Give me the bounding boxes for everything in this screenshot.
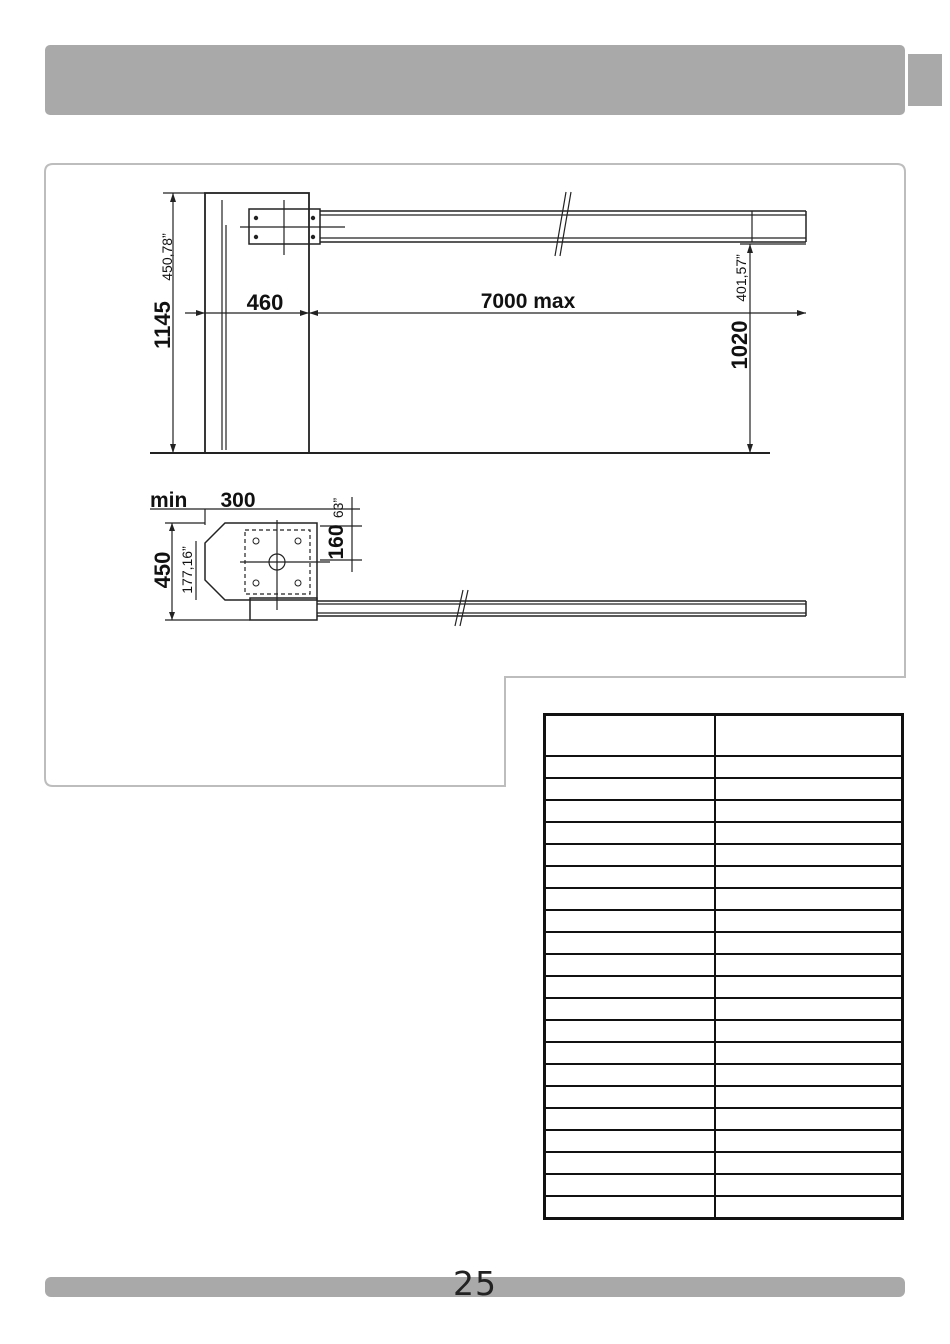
table-row <box>545 1152 903 1174</box>
table-cell <box>715 910 903 932</box>
table-row <box>545 1130 903 1152</box>
table-cell <box>545 756 716 778</box>
table-row <box>545 866 903 888</box>
dim-cabinet-width: 460 <box>246 290 284 315</box>
table-cell <box>715 866 903 888</box>
table-cell <box>715 822 903 844</box>
table-cell <box>545 800 716 822</box>
table-cell <box>715 1196 903 1219</box>
table-cell <box>715 998 903 1020</box>
table-cell <box>715 932 903 954</box>
table-cell <box>715 800 903 822</box>
table-row <box>545 1064 903 1086</box>
dim-boom-height-inch: 401,57” <box>733 254 749 302</box>
dim-depth-inch: 177,16” <box>179 546 195 594</box>
table-cell <box>545 1042 716 1064</box>
table-cell <box>715 1064 903 1086</box>
table-row <box>545 888 903 910</box>
table-cell <box>545 1130 716 1152</box>
dim-plate-inch: 63” <box>330 497 346 519</box>
table-row <box>545 800 903 822</box>
table-row <box>545 998 903 1020</box>
table-cell <box>715 756 903 778</box>
dim-boom-length: 7000 max <box>480 290 576 313</box>
table-cell <box>545 998 716 1020</box>
table-row <box>545 756 903 778</box>
table-row <box>545 778 903 800</box>
table-row <box>545 844 903 866</box>
table-row <box>545 1108 903 1130</box>
table-row <box>545 910 903 932</box>
table-cell <box>715 1152 903 1174</box>
table-cell <box>545 1108 716 1130</box>
table-cell <box>715 1108 903 1130</box>
table-cell <box>545 866 716 888</box>
table-row <box>545 1196 903 1219</box>
dim-min-label: min <box>150 489 188 512</box>
table-cell <box>715 888 903 910</box>
table-cell <box>545 954 716 976</box>
table-cell <box>545 778 716 800</box>
table-cell <box>545 844 716 866</box>
table-cell <box>545 822 716 844</box>
table-cell <box>545 932 716 954</box>
spec-table <box>543 713 904 1220</box>
page-number: 25 <box>453 1264 497 1303</box>
dim-clearance: 300 <box>220 489 256 512</box>
dim-plate: 160 <box>325 524 348 560</box>
table-cell <box>715 1042 903 1064</box>
table-cell <box>715 1086 903 1108</box>
table-cell <box>715 778 903 800</box>
table-header-row <box>545 715 903 757</box>
table-row <box>545 1020 903 1042</box>
table-cell <box>545 1086 716 1108</box>
table-cell <box>545 1196 716 1219</box>
table-cell <box>545 1020 716 1042</box>
table-row <box>545 932 903 954</box>
table-cell <box>715 1130 903 1152</box>
table-row <box>545 822 903 844</box>
table-row <box>545 1174 903 1196</box>
table-cell <box>715 1174 903 1196</box>
table-row <box>545 976 903 998</box>
table-row <box>545 1042 903 1064</box>
table-row <box>545 954 903 976</box>
table-row <box>545 1086 903 1108</box>
table-cell <box>715 976 903 998</box>
dim-depth: 450 <box>150 551 175 589</box>
dim-total-height: 1145 <box>150 301 175 349</box>
table-cell <box>545 1064 716 1086</box>
dim-boom-height: 1020 <box>727 320 752 370</box>
table-cell <box>545 1174 716 1196</box>
table-cell <box>545 910 716 932</box>
table-cell <box>545 888 716 910</box>
table-header-cell <box>545 715 716 757</box>
table-cell <box>545 976 716 998</box>
dim-total-height-inch: 450,78” <box>159 233 175 281</box>
table-cell <box>715 954 903 976</box>
table-cell <box>715 1020 903 1042</box>
table-cell <box>545 1152 716 1174</box>
table-header-cell <box>715 715 903 757</box>
table-cell <box>715 844 903 866</box>
